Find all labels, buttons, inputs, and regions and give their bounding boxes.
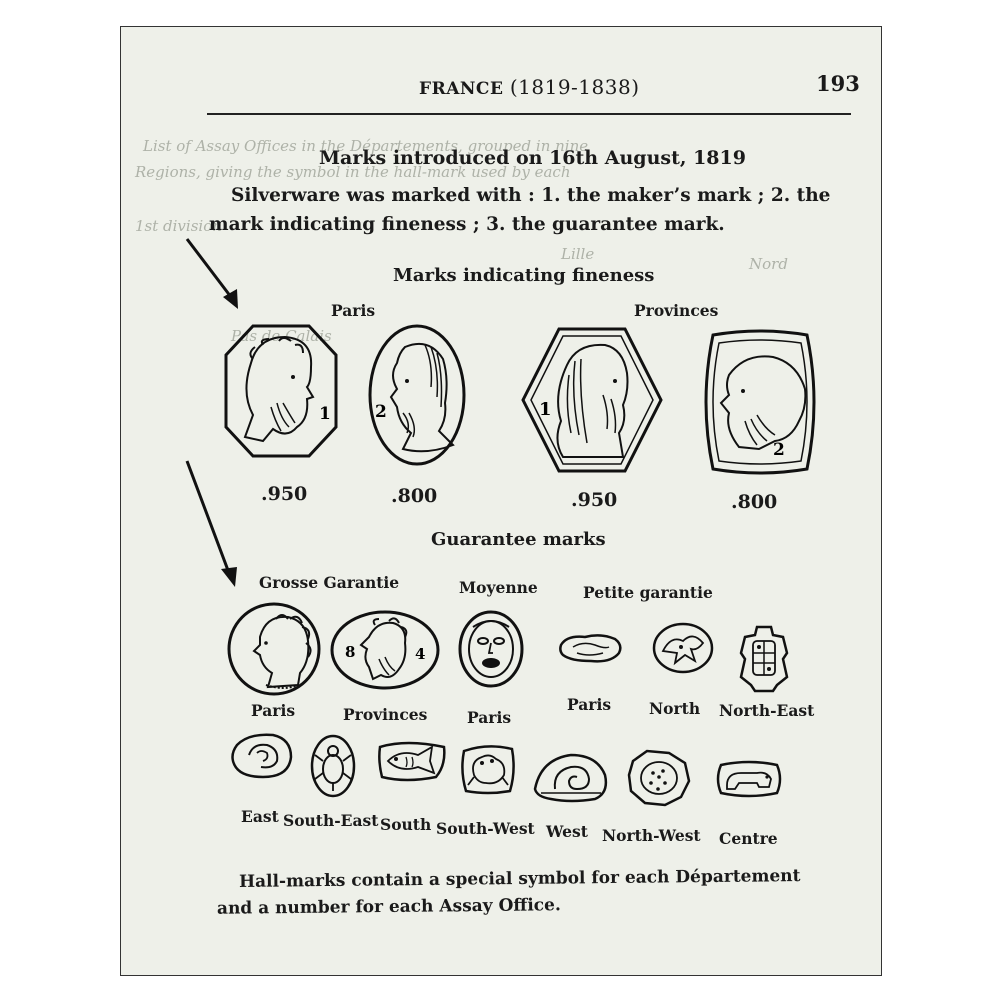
fineness-mark-provinces-800 <box>695 329 825 475</box>
fineness-mark-provinces-950 <box>519 325 665 475</box>
page-number: 193 <box>816 71 860 96</box>
guarantee-mark-east <box>229 731 295 781</box>
bleed-through-line: Pas de Calais <box>231 327 332 345</box>
guarantee-mark-south-west <box>458 741 518 797</box>
guarantee-title: Guarantee marks <box>431 529 606 550</box>
mark-label: Provinces <box>343 705 428 724</box>
footer-note-line-1: Hall-marks contain a special symbol for each Département <box>238 866 801 892</box>
guarantee-mark-west <box>531 749 611 805</box>
grosse-garantie-label: Grosse Garantie <box>259 573 400 592</box>
running-header <box>419 75 640 99</box>
fineness-title: Marks indicating fineness <box>393 265 655 286</box>
guarantee-mark-grosse-paris <box>226 601 322 697</box>
bleed-through-line: Nord <box>749 255 788 273</box>
fineness-value: .800 <box>391 485 438 507</box>
mark-number: 1 <box>319 404 331 424</box>
fineness-value: .950 <box>261 483 308 505</box>
book-page-photo <box>120 26 882 976</box>
guarantee-mark-south-east <box>309 733 357 799</box>
mark-label: West <box>546 822 588 841</box>
bleed-through-line: Lille <box>561 245 595 263</box>
bleed-through-line: Regions, giving the symbol in the hall-mark used by each <box>135 163 571 181</box>
mark-label: North-East <box>719 701 815 720</box>
guarantee-mark-grosse-provinces <box>329 609 441 691</box>
bleed-through-line: 1st division <box>135 217 222 235</box>
mark-number: 1 <box>539 399 552 420</box>
intro-line-1: Silverware was marked with : 1. the maker’s mark ; 2. the <box>231 185 831 206</box>
header-years: (1819-1838) <box>509 75 640 99</box>
fineness-paris-label: Paris <box>331 301 376 320</box>
guarantee-mark-north-west <box>625 747 693 809</box>
mark-label: Paris <box>467 708 512 727</box>
bleed-through-line: List of Assay Offices in the Départements, grouped in nine <box>143 137 589 155</box>
mark-label: South-East <box>283 811 379 830</box>
mark-number: 2 <box>375 402 387 422</box>
header-country: FRANCE <box>419 79 504 99</box>
mark-label: South <box>380 815 432 834</box>
fineness-value: .800 <box>731 491 778 513</box>
guarantee-mark-south <box>376 737 448 785</box>
fineness-mark-paris-800 <box>367 323 467 467</box>
arrow-icon <box>183 457 253 592</box>
mark-label: Paris <box>251 701 296 720</box>
mark-number: 8 <box>345 643 356 661</box>
petite-garantie-label: Petite garantie <box>583 583 713 602</box>
fineness-value: .950 <box>571 489 618 511</box>
mark-number: 2 <box>773 440 785 460</box>
mark-label: East <box>241 807 279 826</box>
section-heading: Marks introduced on 16th August, 1819 <box>319 147 746 169</box>
mark-label: Paris <box>567 695 612 714</box>
header-rule <box>207 113 851 115</box>
guarantee-mark-petite-north <box>651 621 715 675</box>
mark-label: North <box>649 699 701 718</box>
mark-number: 4 <box>415 645 426 663</box>
fineness-mark-paris-950 <box>223 323 339 459</box>
guarantee-mark-petite-paris <box>557 631 625 665</box>
moyenne-label: Moyenne <box>459 578 538 597</box>
mark-label: South-West <box>436 819 535 838</box>
intro-line-2: mark indicating fineness ; 3. the guarantee mark. <box>209 214 725 235</box>
arrow-icon <box>181 235 251 315</box>
footer-note-line-2: and a number for each Assay Office. <box>216 895 561 919</box>
guarantee-mark-centre <box>713 757 785 801</box>
mark-label: North-West <box>602 826 701 845</box>
fineness-provinces-label: Provinces <box>634 301 719 320</box>
guarantee-mark-petite-north-east <box>737 623 791 695</box>
guarantee-mark-moyenne-paris <box>457 609 525 689</box>
mark-label: Centre <box>719 829 778 848</box>
